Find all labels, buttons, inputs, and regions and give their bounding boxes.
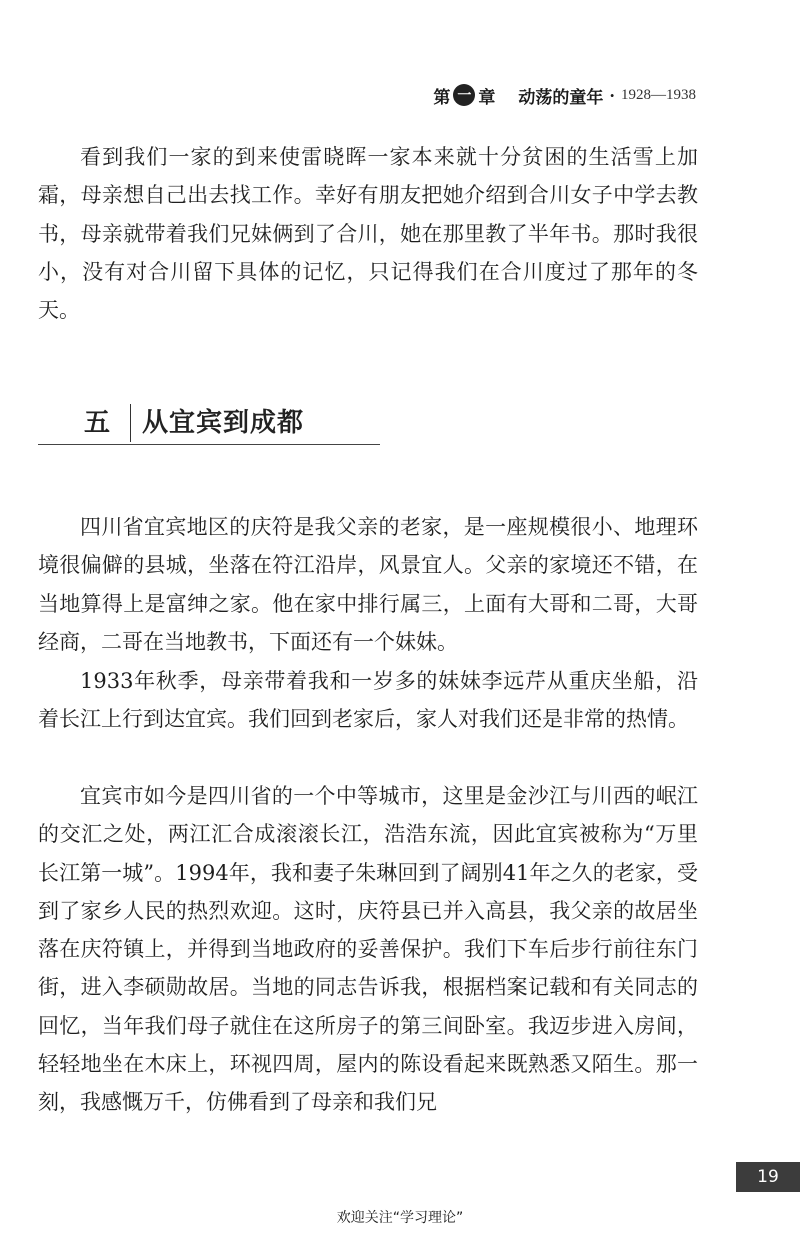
body-paragraph: 宜宾市如今是四川省的一个中等城市，这里是金沙江与川西的岷江的交汇之处，两江汇合成滚滚长江，浩浩东流，因此宜宾被称为“万里长江第一城”。1994年，我和妻子朱琳回到了阔别41年之久的老家，受到了家乡人民的热烈欢迎。这时，庆符县已并入高县，我父亲的故居坐落在庆符镇上，并得到当地政府的妥善保护。我们下车后步行前往东门街，进入李硕勋故居。当地的同志告诉我，根据档案记载和有关同志的回忆，当年我们母子就住在这所房子的第三间卧室。我迈步进入房间，轻轻地坐在木床上，环视四周，屋内的陈设看起来既熟悉又陌生。那一刻，我感慨万千，仿佛看到了母亲和我们兄: [38, 784, 698, 1115]
section-number: 五: [84, 408, 111, 438]
chapter-label-char: 第: [433, 87, 451, 108]
header-separator: ·: [609, 85, 615, 105]
body-paragraph: 四川省宜宾地区的庆符是我父亲的老家，是一座规模很小、地理环境很偏僻的县城，坐落在符江沿岸，风景宜人。父亲的家境还不错，在当地算得上是富绅之家。他在家中排行属三，上面有大哥和二哥，大哥经商，二哥在当地教书，下面还有一个妹妹。: [38, 515, 698, 654]
page-number: 19: [736, 1162, 800, 1192]
body-paragraph: 1933年秋季，母亲带着我和一岁多的妹妹李远芹从重庆坐船，沿着长江上行到达宜宾。我们回到老家后，家人对我们还是非常的热情。: [38, 669, 698, 732]
chapter-label-char: 章: [478, 87, 496, 108]
section-divider: [130, 404, 131, 442]
chapter-title: 动荡的童年: [518, 87, 604, 108]
section-title: 从宜宾到成都: [142, 408, 305, 438]
running-header: [432, 82, 696, 108]
body-paragraph: 看到我们一家的到来使雷晓晖一家本来就十分贫困的生活雪上加霜，母亲想自己出去找工作。幸好有朋友把她介绍到合川女子中学去教书，母亲就带着我们兄妹俩到了合川，她在那里教了半年书。那时我很小，没有对合川留下具体的记忆，只记得我们在合川度过了那年的冬天。: [38, 145, 698, 323]
chapter-years: 1928—1938: [621, 86, 696, 103]
chapter-badge: [432, 83, 496, 108]
footer-note: 欢迎关注“学习理论”: [336, 1210, 464, 1226]
section-heading: [38, 398, 380, 445]
chapter-number: 一: [453, 84, 475, 106]
